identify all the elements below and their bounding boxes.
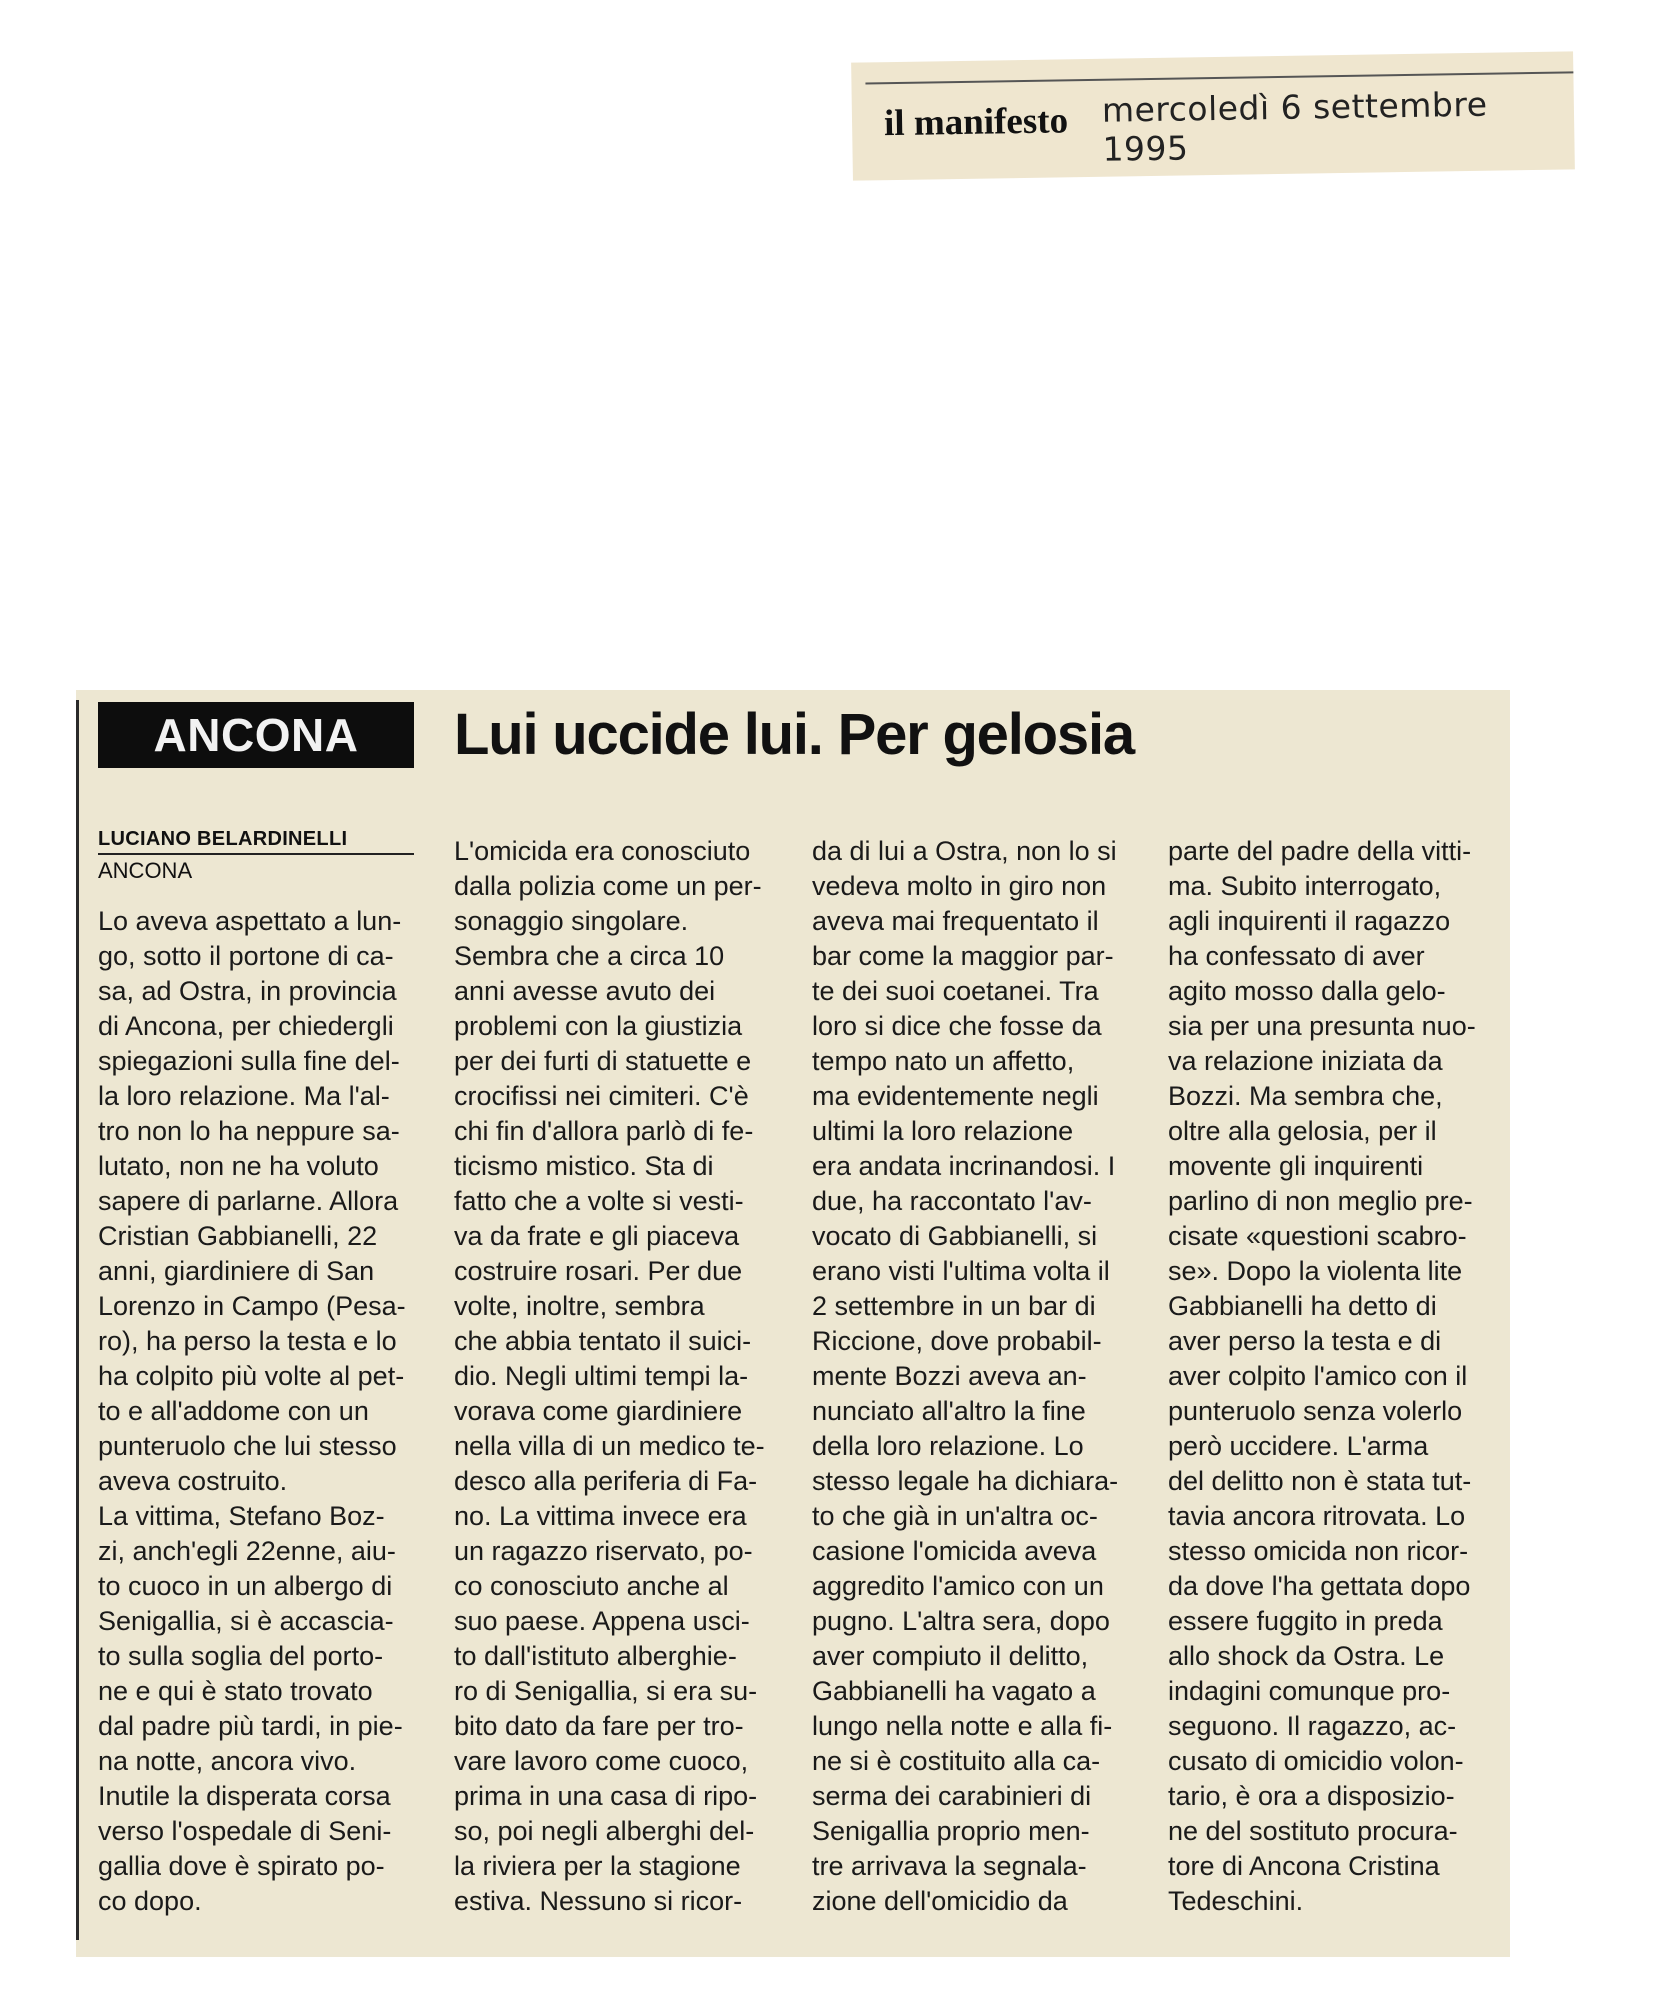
- article-text-line: aveva mai frequentato il: [812, 906, 1099, 936]
- article-text-line: anni avesse avuto dei: [454, 976, 716, 1006]
- article-column-4: [1168, 834, 1488, 1919]
- article-text-line: ne e qui è stato trovato: [98, 1676, 373, 1706]
- article-text-line: problemi con la giustizia: [454, 1011, 743, 1041]
- article-clipping: [76, 690, 1510, 1957]
- article-text-line: aggredito l'amico con un: [812, 1571, 1104, 1601]
- article-text-line: te dei suoi coetanei. Tra: [812, 976, 1099, 1006]
- article-text-line: ne del sostituto procura-: [1168, 1816, 1458, 1846]
- article-text-line: zi, anch'egli 22enne, aiu-: [98, 1536, 396, 1566]
- article-text-line: aver perso la testa e di: [1168, 1326, 1442, 1356]
- article-text-line: tro non lo ha neppure sa-: [98, 1116, 400, 1146]
- article-column-3: [812, 834, 1132, 1919]
- article-text-line: bar come la maggior par-: [812, 941, 1114, 971]
- article-text-line: Gabbianelli ha detto di: [1168, 1291, 1437, 1321]
- article-text-line: da di lui a Ostra, non lo si: [812, 836, 1117, 866]
- article-text-line: serma dei carabinieri di: [812, 1781, 1092, 1811]
- article-column-2: [454, 834, 774, 1919]
- article-text-line: sia per una presunta nuo-: [1168, 1011, 1476, 1041]
- article-text-line: la riviera per la stagione: [454, 1851, 741, 1881]
- article-text-line: dalla polizia come un per-: [454, 871, 762, 901]
- article-text-line: seguono. Il ragazzo, ac-: [1168, 1711, 1457, 1741]
- article-text-line: ne si è costituito alla ca-: [812, 1746, 1101, 1776]
- article-text-line: cusato di omicidio volon-: [1168, 1746, 1464, 1776]
- article-text-line: tario, è ora a disposizio-: [1168, 1781, 1455, 1811]
- article-text-line: to cuoco in un albergo di: [98, 1571, 393, 1601]
- newspaper-name: il manifesto: [883, 100, 1069, 145]
- article-text-line: chi fin d'allora parlò di fe-: [454, 1116, 754, 1146]
- article-text-line: estiva. Nessuno si ricor-: [454, 1886, 743, 1916]
- article-text-line: mente Bozzi aveva an-: [812, 1361, 1087, 1391]
- article-text-line: aveva costruito.: [98, 1466, 288, 1496]
- article-text-line: no. La vittima invece era: [454, 1501, 747, 1531]
- article-text-line: so, poi negli alberghi del-: [454, 1816, 755, 1846]
- section-tag: ANCONA: [98, 702, 414, 768]
- article-text-line: vedeva molto in giro non: [812, 871, 1107, 901]
- article-text-line: to sulla soglia del porto-: [98, 1641, 384, 1671]
- newspaper-masthead-clipping: [851, 51, 1575, 180]
- article-text-line: Gabbianelli ha vagato a: [812, 1676, 1096, 1706]
- masthead-rule: [865, 71, 1573, 84]
- article-text-line: volte, inoltre, sembra: [454, 1291, 705, 1321]
- article-text-line: cisate «questioni scabro-: [1168, 1221, 1467, 1251]
- article-text-line: del delitto non è stata tut-: [1168, 1466, 1472, 1496]
- article-text-line: ha colpito più volte al pet-: [98, 1361, 405, 1391]
- article-text-line: verso l'ospedale di Seni-: [98, 1816, 392, 1846]
- article-text-line: L'omicida era conosciuto: [454, 836, 751, 866]
- article-column-1: [98, 904, 418, 1919]
- article-text-line: di Ancona, per chiedergli: [98, 1011, 394, 1041]
- byline-rule: [98, 853, 414, 855]
- article-text-line: sonaggio singolare.: [454, 906, 689, 936]
- article-text-line: va relazione iniziata da: [1168, 1046, 1443, 1076]
- article-text-line: vocato di Gabbianelli, si: [812, 1221, 1098, 1251]
- article-text-line: Cristian Gabbianelli, 22: [98, 1221, 378, 1251]
- article-text-line: vorava come giardiniere: [454, 1396, 743, 1426]
- article-text-line: oltre alla gelosia, per il: [1168, 1116, 1437, 1146]
- article-text-line: ha confessato di aver: [1168, 941, 1425, 971]
- article-text-line: pugno. L'altra sera, dopo: [812, 1606, 1110, 1636]
- article-text-line: se». Dopo la violenta lite: [1168, 1256, 1463, 1286]
- article-text-line: Lorenzo in Campo (Pesa-: [98, 1291, 406, 1321]
- article-text-line: stesso omicida non ricor-: [1168, 1536, 1469, 1566]
- article-text-line: costruire rosari. Per due: [454, 1256, 743, 1286]
- article-text-line: della loro relazione. Lo: [812, 1431, 1084, 1461]
- article-text-line: erano visti l'ultima volta il: [812, 1256, 1110, 1286]
- article-text-line: Lo aveva aspettato a lun-: [98, 906, 402, 936]
- article-text-line: tre arrivava la segnala-: [812, 1851, 1087, 1881]
- article-text-line: la loro relazione. Ma l'al-: [98, 1081, 390, 1111]
- clipping-left-edge: [76, 700, 79, 1940]
- article-text-line: Senigallia proprio men-: [812, 1816, 1090, 1846]
- article-text-line: sapere di parlarne. Allora: [98, 1186, 399, 1216]
- article-text-line: anni, giardiniere di San: [98, 1256, 375, 1286]
- article-text-line: Riccione, dove probabil-: [812, 1326, 1102, 1356]
- article-text-line: va da frate e gli piaceva: [454, 1221, 740, 1251]
- article-text-line: parlino di non meglio pre-: [1168, 1186, 1473, 1216]
- article-text-line: allo shock da Ostra. Le: [1168, 1641, 1445, 1671]
- article-text-line: un ragazzo riservato, po-: [454, 1536, 753, 1566]
- article-text-line: parte del padre della vitti-: [1168, 836, 1472, 866]
- article-text-line: to dall'istituto alberghie-: [454, 1641, 737, 1671]
- article-text-line: 2 settembre in un bar di: [812, 1291, 1096, 1321]
- article-text-line: ro), ha perso la testa e lo: [98, 1326, 397, 1356]
- article-text-line: prima in una casa di ripo-: [454, 1781, 758, 1811]
- article-text-line: casione l'omicida aveva: [812, 1536, 1097, 1566]
- article-text-line: spiegazioni sulla fine del-: [98, 1046, 400, 1076]
- article-text-line: Inutile la disperata corsa: [98, 1781, 391, 1811]
- article-text-line: gallia dove è spirato po-: [98, 1851, 385, 1881]
- article-text-line: era andata incrinandosi. I: [812, 1151, 1116, 1181]
- article-text-line: fatto che a volte si vesti-: [454, 1186, 744, 1216]
- article-text-line: agli inquirenti il ragazzo: [1168, 906, 1451, 936]
- article-text-line: da dove l'ha gettata dopo: [1168, 1571, 1471, 1601]
- article-text-line: agito mosso dalla gelo-: [1168, 976, 1446, 1006]
- byline: LUCIANO BELARDINELLI: [98, 828, 348, 850]
- article-text-line: tore di Ancona Cristina: [1168, 1851, 1440, 1881]
- article-text-line: nella villa di un medico te-: [454, 1431, 765, 1461]
- article-text-line: indagini comunque pro-: [1168, 1676, 1451, 1706]
- headline: Lui uccide lui. Per gelosia: [454, 702, 1134, 767]
- article-text-line: ro di Senigallia, si era su-: [454, 1676, 758, 1706]
- article-text-line: punteruolo che lui stesso: [98, 1431, 397, 1461]
- article-text-line: aver colpito l'amico con il: [1168, 1361, 1468, 1391]
- article-text-line: tavia ancora ritrovata. Lo: [1168, 1501, 1466, 1531]
- article-text-line: ma evidentemente negli: [812, 1081, 1099, 1111]
- article-text-line: essere fuggito in preda: [1168, 1606, 1443, 1636]
- article-text-line: La vittima, Stefano Boz-: [98, 1501, 385, 1531]
- article-text-line: to e all'addome con un: [98, 1396, 369, 1426]
- article-text-line: sa, ad Ostra, in provincia: [98, 976, 397, 1006]
- article-text-line: co dopo.: [98, 1886, 202, 1916]
- article-text-line: lutato, non ne ha voluto: [98, 1151, 379, 1181]
- article-text-line: co conosciuto anche al: [454, 1571, 729, 1601]
- article-text-line: nunciato all'altro la fine: [812, 1396, 1086, 1426]
- article-text-line: Bozzi. Ma sembra che,: [1168, 1081, 1443, 1111]
- article-text-line: zione dell'omicidio da: [812, 1886, 1068, 1916]
- article-text-line: Sembra che a circa 10: [454, 941, 725, 971]
- article-text-line: però uccidere. L'arma: [1168, 1431, 1429, 1461]
- article-text-line: crocifissi nei cimiteri. C'è: [454, 1081, 749, 1111]
- article-text-line: Senigallia, si è accascia-: [98, 1606, 394, 1636]
- article-text-line: dio. Negli ultimi tempi la-: [454, 1361, 749, 1391]
- article-text-line: che abbia tentato il suici-: [454, 1326, 752, 1356]
- article-text-line: due, ha raccontato l'av-: [812, 1186, 1092, 1216]
- article-text-line: lungo nella notte e alla fi-: [812, 1711, 1113, 1741]
- dateline: ANCONA: [98, 858, 193, 883]
- article-text-line: suo paese. Appena usci-: [454, 1606, 750, 1636]
- publication-date: mercoledì 6 settembre 1995: [1101, 84, 1488, 169]
- article-text-line: bito dato da fare per tro-: [454, 1711, 744, 1741]
- article-text-line: dal padre più tardi, in pie-: [98, 1711, 403, 1741]
- article-text-line: loro si dice che fosse da: [812, 1011, 1102, 1041]
- article-text-line: vare lavoro come cuoco,: [454, 1746, 749, 1776]
- article-text-line: go, sotto il portone di ca-: [98, 941, 394, 971]
- article-text-line: desco alla periferia di Fa-: [454, 1466, 758, 1496]
- article-text-line: punteruolo senza volerlo: [1168, 1396, 1463, 1426]
- article-text-line: to che già in un'altra oc-: [812, 1501, 1098, 1531]
- article-text-line: ultimi la loro relazione: [812, 1116, 1074, 1146]
- article-text-line: ma. Subito interrogato,: [1168, 871, 1442, 901]
- article-text-line: stesso legale ha dichiara-: [812, 1466, 1119, 1496]
- article-text-line: per dei furti di statuette e: [454, 1046, 752, 1076]
- article-text-line: tempo nato un affetto,: [812, 1046, 1075, 1076]
- article-text-line: movente gli inquirenti: [1168, 1151, 1424, 1181]
- article-text-line: ticismo mistico. Sta di: [454, 1151, 714, 1181]
- article-text-line: aver compiuto il delitto,: [812, 1641, 1089, 1671]
- article-text-line: Tedeschini.: [1168, 1886, 1304, 1916]
- article-text-line: na notte, ancora vivo.: [98, 1746, 357, 1776]
